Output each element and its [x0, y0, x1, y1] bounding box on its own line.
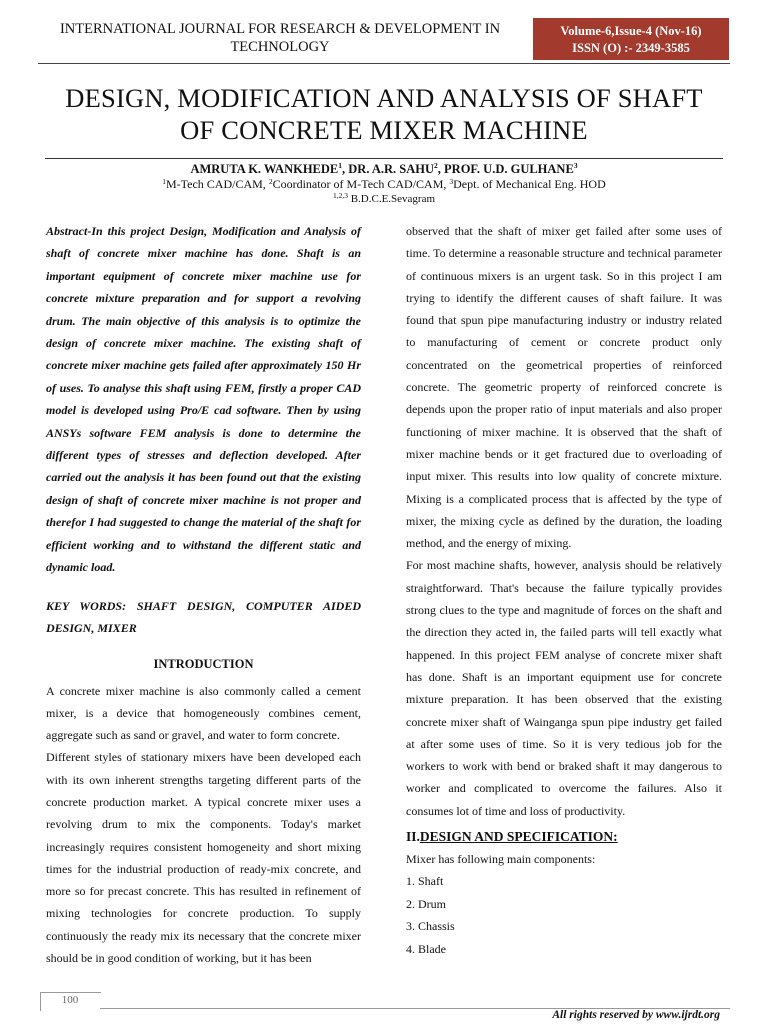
institution-sup: 1,2,3 [332, 191, 348, 200]
volume-badge [533, 18, 729, 60]
introduction-heading: INTRODUCTION [153, 656, 254, 671]
components-intro: Mixer has following main components: [406, 852, 596, 867]
affiliations [30, 177, 738, 192]
author-3: , PROF. U.D. GULHANE [437, 162, 574, 176]
author-1-sup: 1 [338, 161, 343, 170]
intro-paragraph-3: observed that the shaft of mixer get failed after some uses of time. To determine a reasonable structure and technical parameter of continuous mixers is an urgent task. So in this project I am trying to identify the different causes of shaft failure. It was found that spun pipe manufacturing industry or industry related to manufacturing of cement or concrete product only concentrated on the geometrical properties of reinforced concrete. The geometric property of reinforced concrete is depends upon the proper ratio of input materials and also proper functioning of mixer machine. It is observed that the shaft of mixer machine bends or it get fractured due to overloading of input mixer. This results into low quality of concrete mixture. Mixing is a complicated process that is affected by the type of mixer, the mixing cycle as defined by the duration, the loading method, and the energy of mixing. [406, 224, 722, 551]
author-1: AMRUTA K. WANKHEDE [190, 162, 339, 176]
author-3-sup: 3 [573, 161, 578, 170]
affil-2-sup: 2 [268, 177, 273, 186]
affil-1-sup: 1 [162, 177, 166, 186]
section-2-heading [406, 826, 722, 848]
right-column [406, 220, 722, 960]
page-number: 100 [61, 994, 79, 1006]
title-divider [45, 158, 723, 159]
list-item: 1. Shaft [406, 874, 444, 889]
institution [30, 192, 738, 206]
components-list [406, 870, 722, 960]
intro-paragraph-2: Different styles of stationary mixers have been developed each with its own inherent strengths targeting different parts of the concrete production market. A typical concrete mixer uses a revolving drum to mix the components. Today's market increasingly requires consistent homogeneity and short mixing times for the industrial production of ready-mix concrete, and more so for precast concrete. This has resulted in refinement of mixing technologies for concrete production. To supply continuously the ready mix its necessary that the concrete mixer should be in good condition of working, but it has been [46, 750, 361, 966]
abstract: Abstract-In this project Design, Modification and Analysis of shaft of concrete mixer machine has done. Shaft is an important equipment of concrete mixer machine use for concrete mixture preparation and for support a revolving drum. The main objective of this analysis is to optimize the design of concrete mixer machine. The existing shaft of concrete mixer machine gets failed after approximately 150 Hr of uses. To analyse this shaft using FEM, firstly a proper CAD model is developed using Pro/E cad software. Then by using ANSYs software FEM analysis is done to determine the different types of stresses and deflection developed. After carried out the analysis it has been found out that the existing design of shaft of concrete mixer machine is not proper and therefor I had suggested to change the material of the shaft for efficient working and to withstand the different static and dynamic load. [46, 224, 361, 575]
author-2: , DR. A.R. SAHU [342, 162, 435, 176]
author-2-sup: 2 [434, 161, 438, 170]
affil-3: Dept. of Mechanical Eng. HOD [453, 177, 606, 191]
list-item: 3. Chassis [406, 919, 455, 934]
institution-name: B.D.C.E.Sevagram [347, 193, 436, 205]
list-item: 2. Drum [406, 896, 446, 911]
issn-text: ISSN (O) :- 2349-3585 [572, 41, 690, 55]
journal-name [40, 20, 520, 56]
list-item: 4. Blade [406, 941, 446, 956]
journal-name-line2: TECHNOLOGY [230, 39, 330, 55]
intro-paragraph-1: A concrete mixer machine is also commonly called a cement mixer, is a device that homogeneously combines cement, aggregate such as sand or gravel, and water to form concrete. [46, 683, 361, 743]
affil-2: Coordinator of M-Tech CAD/CAM, [272, 177, 450, 191]
copyright-notice: All rights reserved by www.ijrdt.org [552, 1009, 720, 1021]
journal-name-line1: INTERNATIONAL JOURNAL FOR RESEARCH & DEVELOPMENT IN [59, 21, 501, 37]
volume-text: Volume-6,Issue-4 (Nov-16) [560, 24, 702, 38]
left-column [46, 220, 361, 969]
title-line2: OF CONCRETE MIXER MACHINE [180, 115, 588, 145]
affil-3-sup: 3 [449, 177, 454, 186]
paper-title [30, 82, 738, 146]
affil-1: M-Tech CAD/CAM, [165, 177, 269, 191]
header-divider [38, 63, 730, 64]
section-2-title: DESIGN AND SPECIFICATION: [419, 829, 618, 845]
keywords: KEY WORDS: SHAFT DESIGN, COMPUTER AIDED DESIGN, MIXER [46, 598, 361, 635]
section-2-number: II. [406, 829, 420, 845]
title-line1: DESIGN, MODIFICATION AND ANALYSIS OF SHAFT [65, 83, 703, 113]
intro-paragraph-4: For most machine shafts, however, analysis should be relatively straightforward. That's because the failure typically provides strong clues to the type and magnitude of forces on the shaft and the direction they acted in, the failed parts will tell exactly what happened. In this project FEM analyse of concrete mixer shaft has done. Shaft is an important equipment use for concrete mixture preparation. It has been observed that the existing concrete mixer shaft of Wainganga spun pipe industry get failed at after some uses of time. So it is very tedious job for the workers to work with bend or braked shaft it may dangerous to worker and complicated to overcome the failures. Also it consumes lot of time and loss of productivity. [406, 558, 722, 818]
author-list [30, 161, 738, 177]
